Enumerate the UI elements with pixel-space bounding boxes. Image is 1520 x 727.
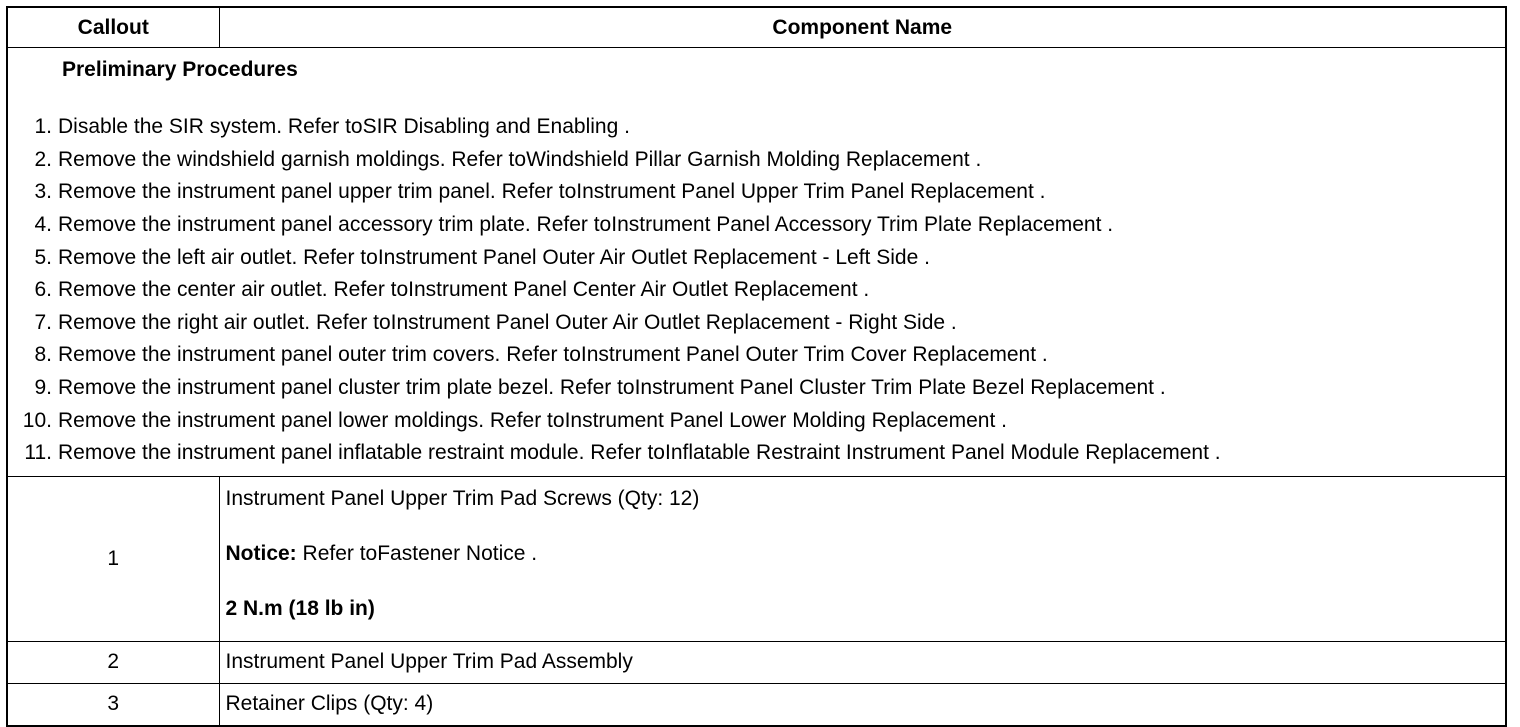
step-text: Remove the instrument panel upper trim panel. Refer toInstrument Panel Upper Trim Panel Replacement . bbox=[58, 180, 1046, 204]
step-number: 2. bbox=[34, 147, 52, 171]
step-number: 10. bbox=[22, 408, 52, 432]
step-text: Remove the instrument panel accessory trim plate. Refer toInstrument Panel Accessory Trim Plate Replacement . bbox=[58, 213, 1114, 237]
callout-number: 3 bbox=[7, 683, 219, 726]
procedure-step bbox=[8, 111, 1505, 144]
step-number: 5. bbox=[34, 245, 52, 269]
procedure-step bbox=[8, 144, 1505, 177]
step-number: 11. bbox=[24, 441, 52, 465]
step-text: Remove the instrument panel inflatable restraint module. Refer toInflatable Restraint Instrument Panel Module Replacement . bbox=[58, 441, 1221, 465]
component-name: Instrument Panel Upper Trim Pad Assembly bbox=[219, 641, 1506, 683]
step-text: Remove the instrument panel lower moldings. Refer toInstrument Panel Lower Molding Replacement . bbox=[58, 408, 1007, 432]
procedure-step bbox=[8, 404, 1505, 437]
step-number: 7. bbox=[34, 310, 52, 334]
table-row bbox=[7, 641, 1506, 683]
notice-label: Notice: bbox=[225, 541, 297, 565]
step-text: Remove the center air outlet. Refer toInstrument Panel Center Air Outlet Replacement . bbox=[58, 278, 870, 302]
component-table bbox=[6, 6, 1507, 727]
step-number: 3. bbox=[34, 180, 52, 204]
procedure-step bbox=[8, 339, 1505, 372]
callout-header: Callout bbox=[7, 7, 219, 48]
callout-number: 1 bbox=[7, 476, 219, 641]
preliminary-procedures-cell bbox=[7, 48, 1506, 477]
notice-line bbox=[226, 540, 1500, 568]
step-text: Disable the SIR system. Refer toSIR Disabling and Enabling . bbox=[58, 115, 630, 139]
step-number: 8. bbox=[34, 343, 52, 367]
component-name: Retainer Clips (Qty: 4) bbox=[219, 683, 1506, 726]
preliminary-steps-list bbox=[8, 111, 1505, 470]
step-number: 9. bbox=[34, 376, 52, 400]
step-number: 1. bbox=[34, 115, 52, 139]
callout-number: 2 bbox=[7, 641, 219, 683]
procedure-step bbox=[8, 372, 1505, 405]
procedure-step bbox=[8, 274, 1505, 307]
procedure-step bbox=[8, 437, 1505, 470]
preliminary-row bbox=[7, 48, 1506, 477]
preliminary-procedures-heading: Preliminary Procedures bbox=[62, 58, 298, 81]
step-text: Remove the instrument panel outer trim covers. Refer toInstrument Panel Outer Trim Cover Replacement . bbox=[58, 343, 1048, 367]
step-number: 6. bbox=[34, 278, 52, 302]
step-text: Remove the right air outlet. Refer toInstrument Panel Outer Air Outlet Replacement - Right Side . bbox=[58, 310, 957, 334]
step-number: 4. bbox=[34, 213, 52, 237]
procedure-step bbox=[8, 307, 1505, 340]
step-text: Remove the left air outlet. Refer toInstrument Panel Outer Air Outlet Replacement - Left Side . bbox=[58, 245, 930, 269]
component-name-header: Component Name bbox=[219, 7, 1506, 48]
table-row bbox=[7, 683, 1506, 726]
notice-text: Refer toFastener Notice . bbox=[296, 541, 538, 565]
procedure-step bbox=[8, 241, 1505, 274]
step-text: Remove the windshield garnish moldings. Refer toWindshield Pillar Garnish Molding Replacement . bbox=[58, 147, 982, 171]
procedure-step bbox=[8, 176, 1505, 209]
step-text: Remove the instrument panel cluster trim plate bezel. Refer toInstrument Panel Cluster Trim Plate Bezel Replacement . bbox=[58, 376, 1166, 400]
procedure-step bbox=[8, 209, 1505, 242]
component-name: Instrument Panel Upper Trim Pad Screws (Qty: 12) bbox=[225, 486, 700, 510]
torque-spec: 2 N.m (18 lb in) bbox=[225, 596, 375, 620]
header-row bbox=[7, 7, 1506, 48]
component-cell bbox=[219, 476, 1506, 641]
table-row bbox=[7, 476, 1506, 641]
